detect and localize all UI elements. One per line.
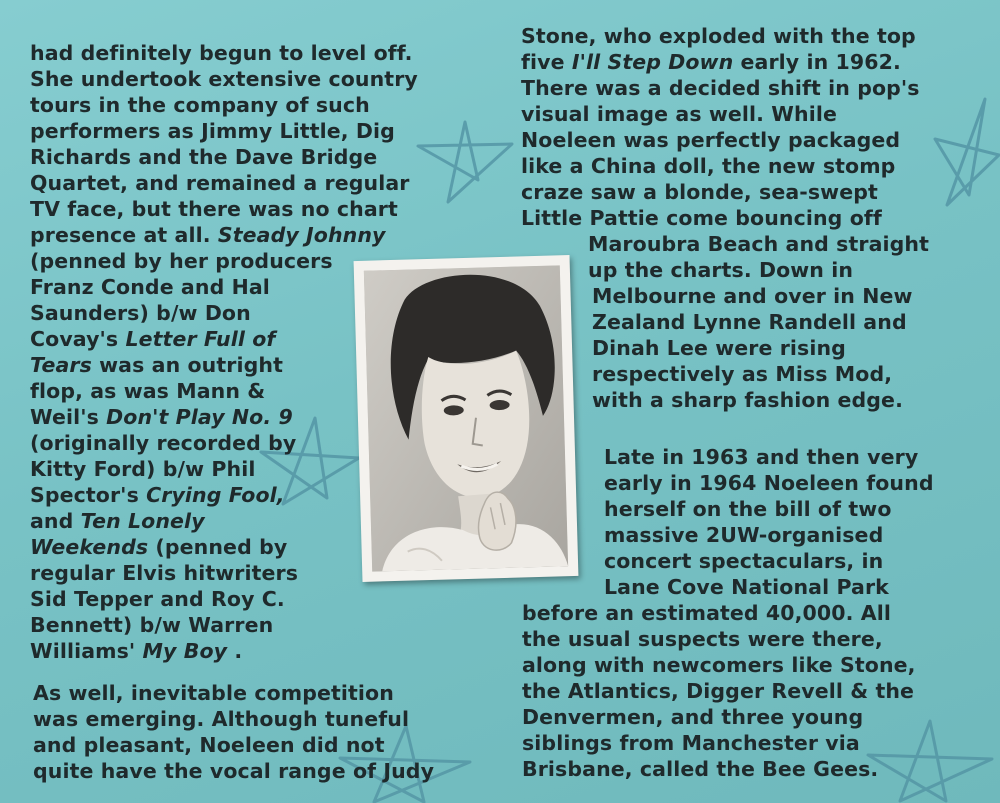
text-run: regular Elvis hitwriters xyxy=(30,561,299,585)
text-run: Spector's xyxy=(30,483,147,507)
text-run: There was a decided shift in pop's xyxy=(521,76,920,100)
text-line xyxy=(30,170,410,196)
text-run: Zealand Lynne Randell and xyxy=(592,310,907,334)
text-run: herself on the bill of two xyxy=(604,497,892,521)
text-line xyxy=(30,430,296,456)
star-decoration-icon xyxy=(410,118,520,208)
text-run: early in 1962. xyxy=(733,50,901,74)
text-run: Ten Lonely xyxy=(80,509,205,533)
text-line xyxy=(30,378,265,404)
text-line xyxy=(33,732,385,758)
text-run: As well, inevitable competition xyxy=(33,681,394,705)
text-line xyxy=(30,534,287,560)
text-run: with a sharp fashion edge. xyxy=(592,388,903,412)
text-line xyxy=(522,678,914,704)
text-line xyxy=(30,404,293,430)
text-line xyxy=(30,66,418,92)
text-line xyxy=(30,118,395,144)
text-run: Brisbane, called the Bee Gees. xyxy=(522,757,879,781)
text-run: Weekends xyxy=(30,535,149,559)
star-decoration-icon xyxy=(860,715,1000,803)
text-line xyxy=(521,179,878,205)
text-line xyxy=(33,758,434,784)
text-run: Covay's xyxy=(30,327,126,351)
text-run: tours in the company of such xyxy=(30,93,370,117)
text-run: (penned by xyxy=(148,535,288,559)
text-line xyxy=(592,387,903,413)
text-run: I'll Step Down xyxy=(571,50,734,74)
text-line xyxy=(30,274,270,300)
text-line xyxy=(30,586,285,612)
text-run: was an outright xyxy=(91,353,283,377)
photo-image xyxy=(364,265,568,571)
text-line xyxy=(592,335,846,361)
text-line xyxy=(30,248,333,274)
text-run: and pleasant, Noeleen did not xyxy=(33,733,385,757)
text-run: Williams' xyxy=(30,639,143,663)
text-line xyxy=(521,49,901,75)
text-run: Weil's xyxy=(30,405,107,429)
text-line xyxy=(30,638,242,664)
text-line xyxy=(604,574,889,600)
text-run: five xyxy=(521,50,572,74)
text-run: . xyxy=(227,639,243,663)
text-line xyxy=(30,300,251,326)
text-line xyxy=(521,127,900,153)
text-line xyxy=(604,522,883,548)
text-line xyxy=(30,326,275,352)
text-run: craze saw a blonde, sea-swept xyxy=(521,180,878,204)
text-line xyxy=(521,153,895,179)
text-run: performers as Jimmy Little, Dig xyxy=(30,119,395,143)
text-run: Quartet, and remained a regular xyxy=(30,171,410,195)
text-line xyxy=(522,626,883,652)
text-line xyxy=(588,231,929,257)
text-run: Dinah Lee were rising xyxy=(592,336,846,360)
text-run: Melbourne and over in New xyxy=(592,284,913,308)
text-line xyxy=(30,196,398,222)
text-line xyxy=(522,652,916,678)
text-run: massive 2UW-organised xyxy=(604,523,884,547)
text-run: Saunders) b/w Don xyxy=(30,301,251,325)
text-run: Stone, who exploded with the top xyxy=(521,24,916,48)
text-line xyxy=(604,470,934,496)
text-run: before an estimated 40,000. All xyxy=(522,601,891,625)
text-line xyxy=(30,482,285,508)
noeleen-photograph xyxy=(354,255,579,582)
text-line xyxy=(30,352,283,378)
text-run: siblings from Manchester via xyxy=(522,731,860,755)
text-line xyxy=(592,283,913,309)
text-line xyxy=(30,508,205,534)
text-line xyxy=(522,600,891,626)
text-line xyxy=(521,205,882,231)
text-run: Franz Conde and Hal xyxy=(30,275,270,299)
text-line xyxy=(30,92,370,118)
text-line xyxy=(588,257,853,283)
text-line xyxy=(522,730,860,756)
text-line xyxy=(521,23,916,49)
text-run: Richards and the Dave Bridge xyxy=(30,145,378,169)
text-line xyxy=(604,444,918,470)
text-line xyxy=(604,548,883,574)
text-run: She undertook extensive country xyxy=(30,67,418,91)
text-run: Steady Johnny xyxy=(217,223,386,247)
text-run: like a China doll, the new stomp xyxy=(521,154,896,178)
text-run: Noeleen was perfectly packaged xyxy=(521,128,901,152)
text-line xyxy=(30,144,377,170)
text-line xyxy=(604,496,892,522)
text-line xyxy=(30,40,413,66)
text-line xyxy=(521,101,837,127)
text-run: along with newcomers like Stone, xyxy=(522,653,916,677)
text-run: (originally recorded by xyxy=(30,431,297,455)
text-run: quite have the vocal range of Judy xyxy=(33,759,435,783)
text-run: the usual suspects were there, xyxy=(522,627,883,651)
text-run: TV face, but there was no chart xyxy=(30,197,398,221)
text-line xyxy=(592,309,907,335)
text-run: Little Pattie come bouncing off xyxy=(521,206,882,230)
text-run: respectively as Miss Mod, xyxy=(592,362,893,386)
text-line xyxy=(33,706,409,732)
text-line xyxy=(522,704,863,730)
text-line xyxy=(30,560,298,586)
text-run: Late in 1963 and then very xyxy=(604,445,919,469)
text-run: flop, as was Mann & xyxy=(30,379,266,403)
text-run: visual image as well. While xyxy=(521,102,837,126)
text-run: and xyxy=(30,509,81,533)
text-run: Kitty Ford) b/w Phil xyxy=(30,457,256,481)
text-line xyxy=(592,361,892,387)
text-line xyxy=(30,456,255,482)
text-run: was emerging. Although tuneful xyxy=(33,707,410,731)
text-run: Denvermen, and three young xyxy=(522,705,864,729)
text-line xyxy=(33,680,394,706)
text-run: the Atlantics, Digger Revell & the xyxy=(522,679,915,703)
star-decoration-icon xyxy=(925,95,1000,210)
text-line xyxy=(30,222,386,248)
text-run: Sid Tepper and Roy C. xyxy=(30,587,285,611)
text-run: Don't Play No. 9 xyxy=(106,405,293,429)
text-run: early in 1964 Noeleen found xyxy=(604,471,934,495)
text-run: (penned by her producers xyxy=(30,249,333,273)
text-run: My Boy xyxy=(142,639,228,663)
text-run: presence at all. xyxy=(30,223,218,247)
text-run: had definitely begun to level off. xyxy=(30,41,413,65)
text-run: Tears xyxy=(30,353,92,377)
text-run: Crying Fool, xyxy=(146,483,285,507)
text-line xyxy=(30,612,273,638)
text-run: Letter Full of xyxy=(125,327,276,351)
text-run: Maroubra Beach and straight xyxy=(588,232,929,256)
text-run: concert spectaculars, in xyxy=(604,549,884,573)
text-line xyxy=(521,75,920,101)
text-run: Lane Cove National Park xyxy=(604,575,889,599)
text-run: Bennett) b/w Warren xyxy=(30,613,274,637)
text-line xyxy=(522,756,878,782)
text-run: up the charts. Down in xyxy=(588,258,854,282)
